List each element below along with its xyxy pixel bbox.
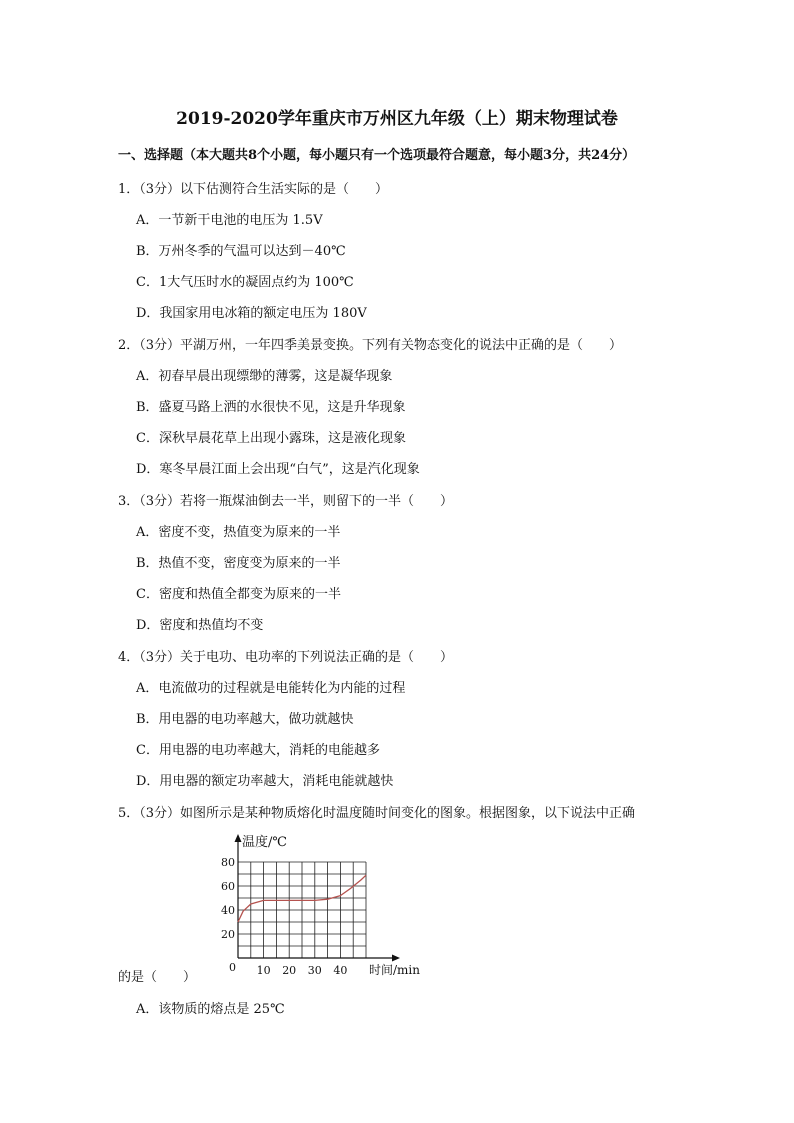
question-4-option-b: B．用电器的电功率越大，做功就越快 xyxy=(136,712,354,727)
question-2-option-d: D．寒冬早晨江面上会出现“白气”，这是汽化现象 xyxy=(136,462,420,477)
question-1-option-a: A．一节新干电池的电压为 1.5V xyxy=(136,213,323,228)
x-tick-label: 10 xyxy=(256,964,271,977)
x-axis-arrow xyxy=(392,955,400,962)
x-tick-label: 40 xyxy=(333,964,348,977)
x-tick-label: 20 xyxy=(282,964,297,977)
section-heading: 一、选择题（本大题共8个小题，每小题只有一个选项最符合题意，每小题3分，共24分） xyxy=(118,148,636,163)
question-3-stem: 3．（3分）若将一瓶煤油倒去一半，则留下的一半（ ） xyxy=(118,494,454,509)
y-tick-label: 60 xyxy=(221,880,235,893)
question-4-option-a: A．电流做功的过程就是电能转化为内能的过程 xyxy=(136,681,406,696)
question-5-stem: 5．（3分）如图所示是某种物质熔化时温度随时间变化的图象。根据图象，以下说法中正确 xyxy=(118,806,636,821)
question-2-option-c: C．深秋早晨花草上出现小露珠，这是液化现象 xyxy=(136,431,406,446)
question-2-option-b: B．盛夏马路上洒的水很快不见，这是升华现象 xyxy=(136,400,406,415)
y-tick-label: 40 xyxy=(221,904,235,917)
question-4-option-d: D．用电器的额定功率越大，消耗电能就越快 xyxy=(136,774,394,789)
melting-curve-chart xyxy=(214,826,420,982)
question-1-option-d: D．我国家用电冰箱的额定电压为 180V xyxy=(136,306,367,321)
origin-label: 0 xyxy=(229,961,236,974)
question-5-option-a: A．该物质的熔点是 25℃ xyxy=(136,1002,285,1017)
question-1-option-c: C．1大气压时水的凝固点约为 100℃ xyxy=(136,275,354,290)
chart-grid xyxy=(238,862,366,958)
page-title: 2019-2020学年重庆市万州区九年级（上）期末物理试卷 xyxy=(176,109,618,129)
question-2-option-a: A．初春早晨出现缥缈的薄雾，这是凝华现象 xyxy=(136,369,393,384)
question-2-stem: 2．（3分）平湖万州，一年四季美景变换。下列有关物态变化的说法中正确的是（ ） xyxy=(118,338,623,353)
question-3-option-a: A．密度不变，热值变为原来的一半 xyxy=(136,525,341,540)
question-5-stem-continued: 的是（ ） xyxy=(118,970,197,985)
question-4-option-c: C．用电器的电功率越大，消耗的电能越多 xyxy=(136,743,380,758)
y-axis-arrow xyxy=(235,834,242,842)
question-3-option-d: D．密度和热值均不变 xyxy=(136,618,264,633)
y-tick-label: 80 xyxy=(221,856,235,869)
question-4-stem: 4．（3分）关于电功、电功率的下列说法正确的是（ ） xyxy=(118,650,454,665)
y-tick-label: 20 xyxy=(221,928,235,941)
y-axis-label: 温度/℃ xyxy=(242,835,287,850)
x-tick-label: 30 xyxy=(307,964,322,977)
question-1-stem: 1．（3分）以下估测符合生活实际的是（ ） xyxy=(118,182,389,197)
question-3-option-c: C．密度和热值全都变为原来的一半 xyxy=(136,587,341,602)
question-1-option-b: B．万州冬季的气温可以达到－40℃ xyxy=(136,244,346,259)
question-3-option-b: B．热值不变，密度变为原来的一半 xyxy=(136,556,341,571)
x-axis-label: 时间/min xyxy=(369,963,420,977)
